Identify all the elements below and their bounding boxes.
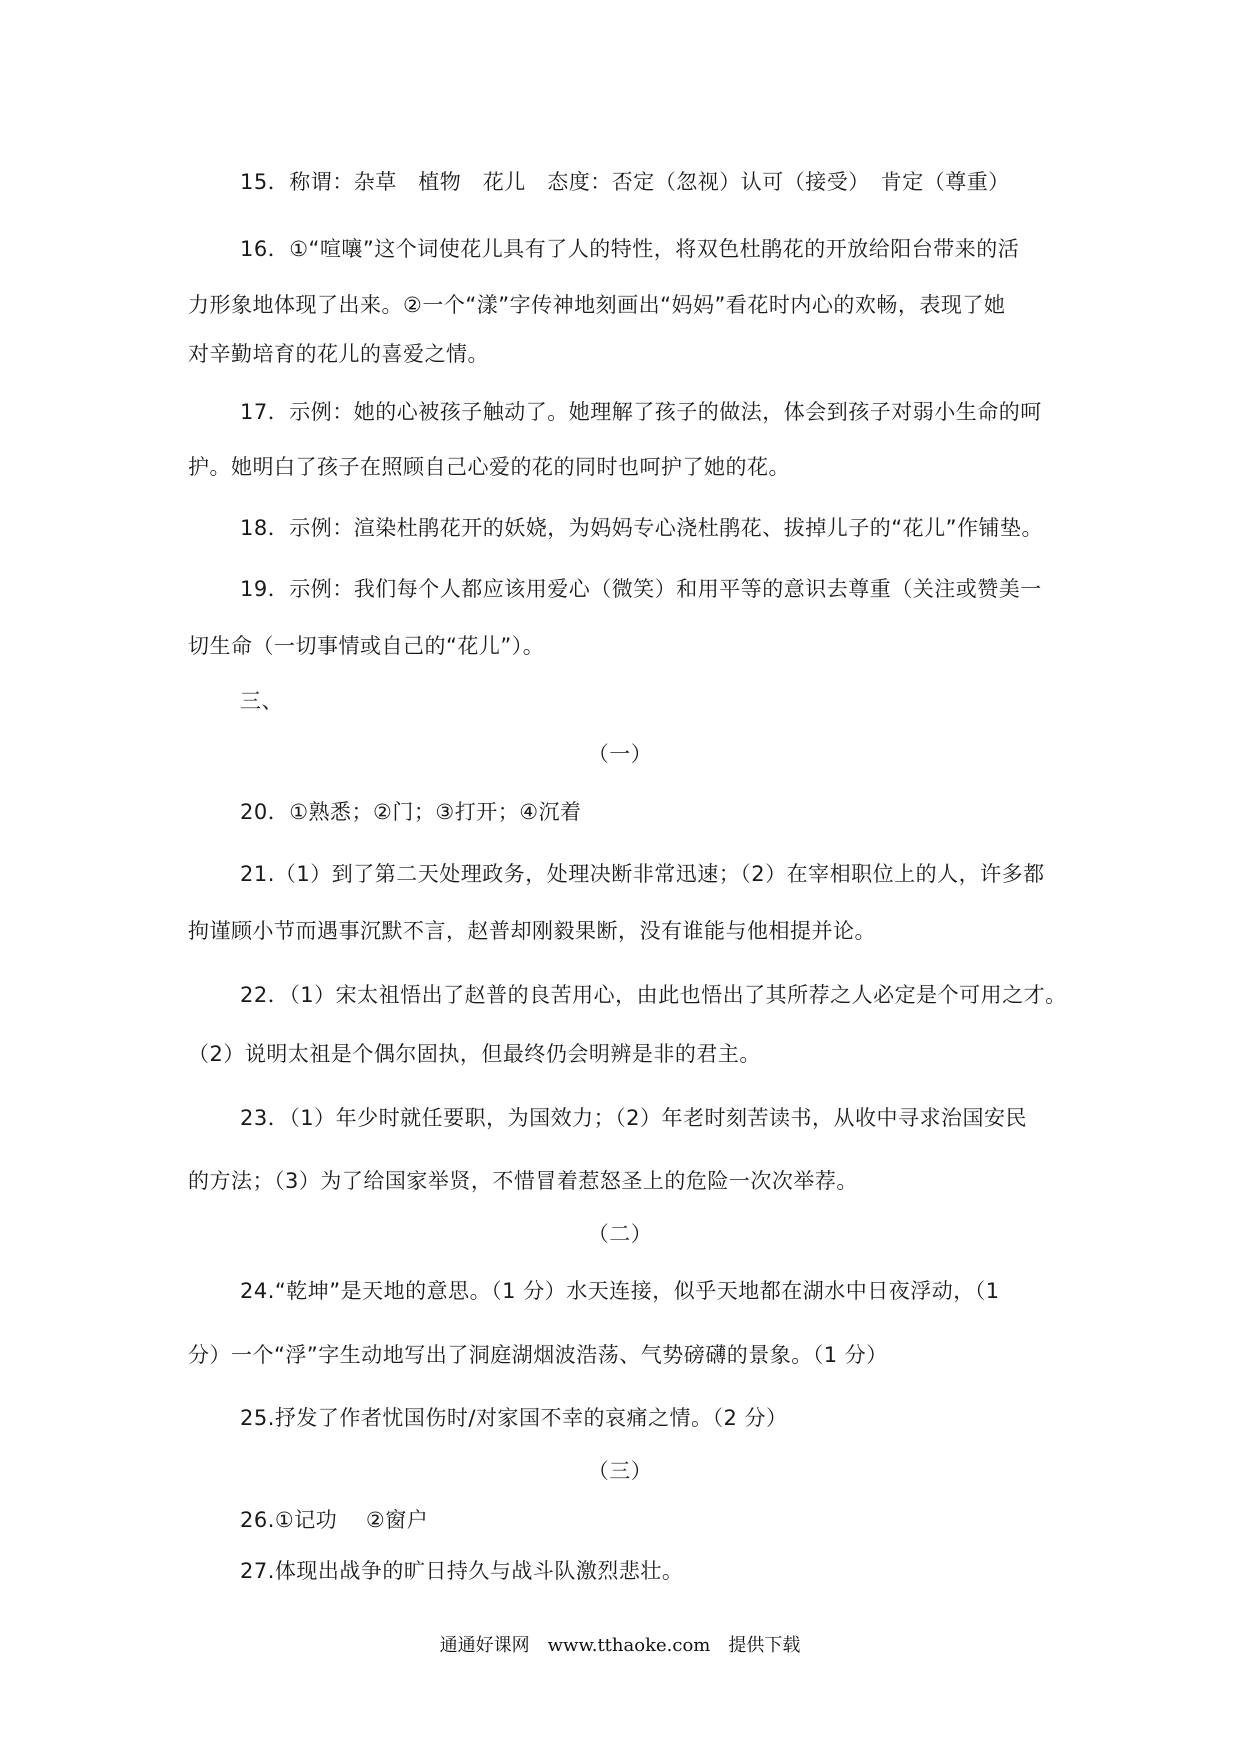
answer-26-line-1: 26.①记功 ②窗户 [240,1508,429,1532]
answer-16-line-2: 力形象地体现了出来。②一个“漾”字传神地刻画出“妈妈”看花时内心的欢畅，表现了她 [188,293,1006,317]
answer-24-line-2: 分）一个“浮”字生动地写出了洞庭湖烟波浩荡、气势磅礴的景象。（1 分） [188,1343,888,1367]
page-footer-source: 通通好课网 www.tthaoke.com 提供下载 [439,1635,801,1656]
answer-22-line-1: 22．（1）宋太祖悟出了赵普的良苦用心，由此也悟出了其所荐之人必定是个可用之才。 [240,983,1067,1007]
answer-18-line-1: 18．示例：渲染杜鹃花开的妖娆，为妈妈专心浇杜鹃花、拔掉儿子的“花儿”作铺垫。 [240,516,1043,540]
answer-23-line-2: 的方法；（3）为了给国家举贤，不惜冒着惹怒圣上的危险一次次举荐。 [188,1169,858,1193]
answer-17-line-1: 17．示例：她的心被孩子触动了。她理解了孩子的做法，体会到孩子对弱小生命的呵 [240,400,1042,424]
answer-19-line-1: 19．示例：我们每个人都应该用爱心（微笑）和用平等的意识去尊重（关注或赞美一 [240,577,1042,601]
answer-17-line-2: 护。她明白了孩子在照顾自己心爱的花的同时也呵护了她的花。 [188,455,790,479]
answer-21-line-2: 拘谨顾小节而遇事沉默不言，赵普却刚毅果断，没有谁能与他相提并论。 [188,919,876,943]
answer-20-line-1: 20．①熟悉；②门；③打开；④沉着 [240,800,582,824]
answer-25-line-1: 25.抒发了作者忧国伤时/对家国不幸的哀痛之情。（2 分） [240,1406,788,1430]
answer-23-line-1: 23．（1）年少时就任要职，为国效力；（2）年老时刻苦读书，从收中寻求治国安民 [240,1106,1027,1130]
answer-27-line-1: 27.体现出战争的旷日持久与战斗队激烈悲壮。 [240,1559,684,1583]
part-3-heading: （三） [587,1459,653,1483]
answer-16-line-3: 对辛勤培育的花儿的喜爱之情。 [188,342,489,366]
part-1-heading: （一） [587,742,653,766]
part-2-heading: （二） [587,1222,653,1246]
answer-22-line-2: （2）说明太祖是个偶尔固执，但最终仍会明辨是非的君主。 [188,1042,761,1066]
answer-21-line-1: 21.（1）到了第二天处理政务，处理决断非常迅速；（2）在宰相职位上的人，许多都 [240,862,1045,886]
section-3-heading: 三、 [240,689,283,713]
answer-16-line-1: 16．①“喧嚷”这个词使花儿具有了人的特性，将双色杜鹃花的开放给阳台带来的活 [240,237,1020,261]
answer-24-line-1: 24.“乾坤”是天地的意思。（1 分）水天连接，似乎天地都在湖水中日夜浮动，（1 [240,1279,1000,1303]
answer-19-line-2: 切生命（一切事情或自己的“花儿”）。 [188,634,545,658]
answer-15-line-1: 15．称谓：杂草 植物 花儿 态度：否定（忽视）认可（接受） 肯定（尊重） [240,170,1010,194]
